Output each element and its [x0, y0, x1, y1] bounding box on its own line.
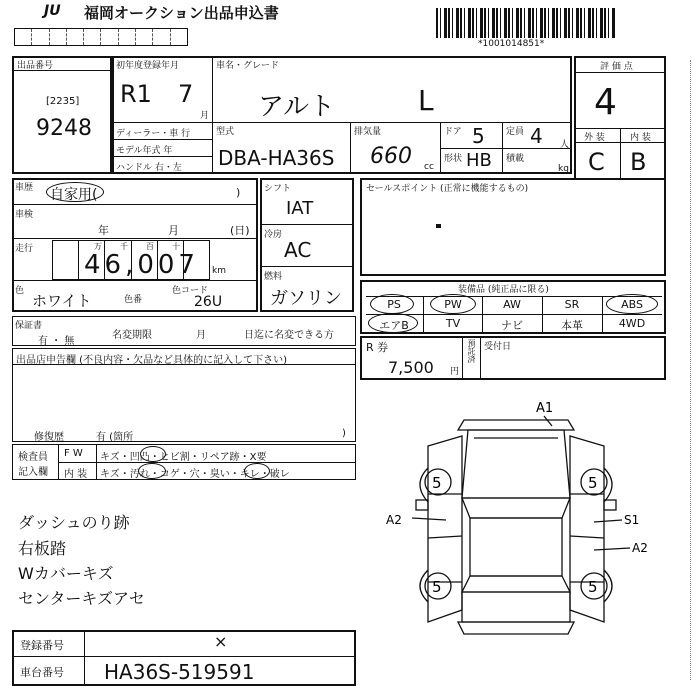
circle-in-dirt	[138, 463, 166, 479]
grade: L	[418, 84, 434, 117]
fw-label: F W	[64, 448, 83, 459]
equip-aw: AW	[503, 298, 521, 311]
exterior-grade: C	[588, 148, 605, 176]
chassis-label: 車台番号	[20, 666, 64, 679]
cc-value: 660	[370, 144, 412, 169]
equip-leather: 本革	[561, 319, 583, 332]
equip-pw: PW	[444, 298, 462, 311]
mileage-juu: 十	[172, 242, 180, 251]
color-label: 色	[15, 286, 25, 296]
ink-speck	[436, 224, 441, 228]
exterior-label: 外 装	[584, 133, 605, 143]
inspector-label-1: 検査員	[18, 452, 48, 463]
recycle-value: 7,500	[388, 358, 434, 377]
shift-label: シフト	[264, 184, 292, 194]
note-2: 右板踏	[18, 539, 67, 558]
report-label: 出品店申告欄 (不良内容・欠品など具体的に記入して下さい)	[16, 355, 287, 366]
reg-date-label: 初年度登録年月	[116, 61, 180, 71]
rating-value: 4	[594, 82, 617, 123]
note-3: Wカバーキズ	[18, 564, 114, 583]
mileage-hyaku: 百	[146, 242, 154, 251]
tire-front-right: 5	[588, 474, 598, 492]
capacity-value: 4	[530, 124, 543, 148]
mark-right-a2: A2	[632, 541, 648, 555]
tire-rear-left: 5	[432, 578, 442, 596]
car-name: アルト	[258, 92, 335, 122]
interior-check-label: 内 装	[64, 469, 88, 480]
color-no-label: 色番	[124, 295, 143, 305]
mark-right-s1: S1	[624, 513, 640, 527]
equip-ps: PS	[387, 298, 401, 311]
shift-value: IAT	[286, 198, 314, 219]
inspect-year: 年	[98, 224, 109, 237]
use-value: 自家用(	[50, 187, 98, 203]
use-circle	[46, 182, 104, 202]
mileage-unit: km	[212, 266, 226, 276]
load-unit: kg	[558, 164, 569, 174]
reg-month-unit: 月	[200, 111, 210, 121]
interior-grade: B	[630, 148, 647, 176]
circle-airbag	[368, 313, 418, 333]
load-label: 積載	[506, 154, 525, 164]
rating-label: 評 価 点	[600, 62, 633, 72]
reg-number-label: 登録番号	[20, 639, 64, 652]
circle-in-odor	[244, 463, 270, 479]
header-checkbox-strip	[14, 28, 188, 46]
barcode-number: *1001014851*	[478, 39, 545, 49]
repair-close: )	[342, 428, 346, 439]
equip-tv: TV	[445, 317, 461, 330]
equip-4wd: 4WD	[618, 317, 646, 330]
reg-era: R1	[120, 80, 152, 108]
fuel-label: 燃料	[264, 272, 283, 282]
ac-label: 冷房	[264, 230, 283, 240]
barcode	[436, 8, 616, 38]
warranty-label: 保証書	[15, 321, 43, 331]
color-value: ホワイト	[32, 292, 92, 310]
interior-label: 内 装	[630, 133, 651, 143]
fw-items: キズ・凹凸・ヒビ割・リペア跡・X要	[100, 452, 267, 463]
lot-sub-number: [2235]	[46, 96, 80, 107]
handle-label: ハンドル 右・左	[116, 163, 182, 173]
inspector-label-2: 記入欄	[18, 467, 48, 478]
shape-label: 形状	[444, 154, 463, 164]
inspect-label: 車検	[15, 210, 34, 220]
equip-sr: SR	[564, 298, 580, 311]
shape-value: HB	[466, 150, 492, 171]
repair-label: 修復歴	[34, 432, 64, 443]
tire-rear-right: 5	[588, 578, 598, 596]
fuel-value: ガソリン	[270, 288, 342, 309]
capacity-unit: 人	[560, 140, 570, 150]
transfer-month: 月	[196, 330, 206, 341]
company-logo: JU	[44, 3, 61, 19]
circle-fw-dent	[140, 446, 166, 462]
door-value: 5	[472, 124, 485, 148]
mileage-value: 46,007	[84, 250, 199, 280]
model-code-label: 型式	[216, 127, 235, 137]
circle-abs	[606, 294, 658, 314]
door-label: ドア	[444, 127, 462, 137]
color-code-label: 色コード	[172, 286, 209, 296]
lot-number-label: 出品番号	[17, 61, 54, 71]
use-close: )	[236, 186, 241, 199]
note-1: ダッシュのり跡	[18, 513, 130, 532]
equip-navi: ナビ	[501, 319, 523, 332]
repair-value: 有 (箇所	[96, 432, 134, 443]
accept-label: 受付日	[484, 342, 512, 352]
mark-left-a2: A2	[386, 513, 402, 527]
cc-label: 排気量	[354, 127, 382, 137]
dealer-label: ディーラー・車 行	[116, 129, 191, 139]
reg-number-value: ×	[214, 632, 228, 651]
circle-pw	[430, 294, 476, 314]
form-title: 福岡オークション出品申込書	[84, 4, 279, 22]
mileage-sen: 千	[120, 242, 128, 251]
recycle-unit: 円	[450, 367, 460, 377]
car-name-label: 車名・グレード	[216, 61, 280, 71]
capacity-label: 定員	[506, 127, 525, 137]
use-label: 車歴	[15, 183, 34, 193]
color-code-value: 26U	[194, 294, 223, 310]
transfer-note: 日迄に名変できる方	[244, 330, 334, 341]
sales-point-label: セールスポイント (正常に機能するもの)	[366, 184, 529, 194]
model-year-label: モデル年式 年	[116, 146, 173, 156]
ac-value: AC	[284, 238, 312, 262]
inspect-month: 月	[168, 224, 179, 237]
cc-unit: cc	[424, 162, 434, 172]
tire-front-left: 5	[432, 474, 442, 492]
chassis-value: HA36S-519591	[104, 660, 255, 684]
mileage-man: 万	[94, 242, 102, 251]
reg-month: 7	[178, 80, 194, 108]
mileage-label: 走行	[15, 244, 34, 254]
equip-airbag: エアB	[379, 319, 409, 332]
model-code: DBA-HA36S	[218, 146, 335, 170]
car-damage-diagram	[356, 390, 686, 700]
recycle-note: 預託済	[467, 339, 476, 363]
note-4: センターキズアセ	[18, 589, 145, 608]
transfer-label: 名変期限	[112, 330, 152, 341]
interior-check-items: キズ・汚れ・コゲ・穴・臭い・キレ・破レ	[100, 469, 290, 480]
mark-front-a1: A1	[536, 401, 554, 416]
circle-ps	[370, 294, 414, 314]
recycle-label: R 券	[366, 341, 389, 354]
equipment-label: 装備品 (純正品に限る)	[458, 285, 549, 295]
lot-number-box	[12, 56, 112, 174]
inspect-day: (日)	[230, 224, 250, 237]
lot-number: 9248	[36, 116, 92, 141]
equip-abs: ABS	[621, 298, 643, 311]
warranty-options: 有 ・ 無	[38, 336, 75, 347]
